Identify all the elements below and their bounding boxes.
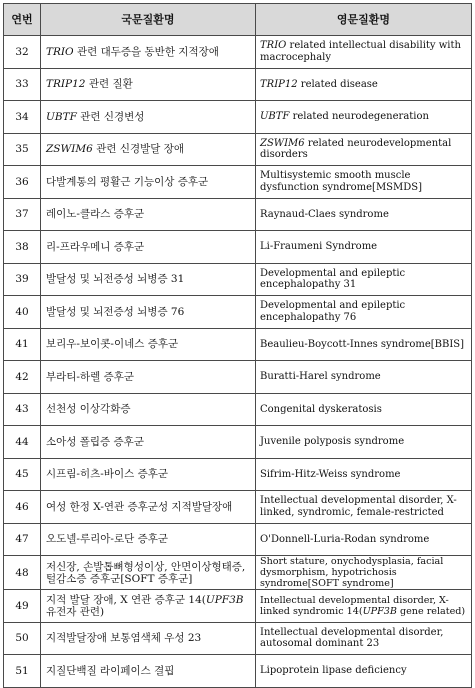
table-row	[4, 198, 472, 231]
text-segment: Multisystemic smooth muscle dysfunction syndrome[MSMDS]	[260, 170, 423, 193]
serial-number-cell: 51	[4, 655, 41, 688]
english-name-cell	[256, 655, 472, 688]
korean-name-cell	[41, 426, 256, 459]
korean-name-cell	[41, 101, 256, 134]
english-name-cell	[256, 198, 472, 231]
table-row	[4, 622, 472, 655]
document-table-container	[3, 3, 471, 688]
gene-name-italic: UBTF	[46, 110, 77, 123]
korean-name-cell	[41, 622, 256, 655]
text-segment: 부라티-하렐 증후군	[46, 370, 135, 383]
english-name-cell	[256, 101, 472, 134]
text-segment: gene related)	[396, 605, 466, 617]
text-segment: Juvenile polyposis syndrome	[260, 436, 405, 447]
text-segment: O'Donnell-Luria-Rodan syndrome	[260, 533, 430, 545]
serial-number-cell: 37	[4, 198, 41, 231]
table-row	[4, 556, 472, 590]
korean-name-cell	[41, 491, 256, 524]
serial-number-cell: 47	[4, 523, 41, 556]
korean-name-cell	[41, 393, 256, 426]
header-korean-disease-name: 국문질환명	[41, 4, 256, 36]
table-row	[4, 328, 472, 361]
serial-number-cell: 50	[4, 622, 41, 655]
serial-number-cell: 49	[4, 590, 41, 623]
gene-name-italic: TRIP12	[260, 78, 298, 90]
table-row	[4, 426, 472, 459]
serial-number-cell: 45	[4, 458, 41, 491]
gene-name-italic: TRIO	[46, 45, 74, 58]
text-segment: 리-프라우메니 증후군	[46, 240, 145, 253]
text-segment: Beaulieu-Boycott-Innes syndrome[BBIS]	[260, 338, 465, 350]
text-segment: 시프림-히츠-바이스 증후군	[46, 468, 169, 481]
english-name-cell	[256, 523, 472, 556]
serial-number-cell: 43	[4, 393, 41, 426]
table-body	[4, 36, 472, 688]
serial-number-cell: 38	[4, 231, 41, 264]
korean-name-cell	[41, 231, 256, 264]
korean-name-cell	[41, 655, 256, 688]
serial-number-cell: 39	[4, 263, 41, 296]
text-segment: Intellectual developmental disorder, X-linked, syndromic, female-restricted	[260, 495, 457, 518]
korean-name-cell	[41, 458, 256, 491]
table-row	[4, 231, 472, 264]
table-header-row	[4, 4, 472, 36]
gene-name-italic: UPF3B	[362, 605, 397, 617]
text-segment: 관련 신경발달 장애	[92, 143, 185, 156]
serial-number-cell: 41	[4, 328, 41, 361]
text-segment: Congenital dyskeratosis	[260, 403, 382, 415]
text-segment: 유전자 관련)	[46, 605, 105, 618]
english-name-cell	[256, 68, 472, 101]
table-row	[4, 590, 472, 623]
table-row	[4, 133, 472, 166]
text-segment: 레이노-클라스 증후군	[46, 208, 145, 221]
serial-number-cell: 36	[4, 166, 41, 199]
table-row	[4, 523, 472, 556]
korean-name-cell	[41, 198, 256, 231]
table-row	[4, 655, 472, 688]
korean-name-cell	[41, 523, 256, 556]
text-segment: 오도넬-루리아-로단 증후군	[46, 533, 169, 546]
table-row	[4, 296, 472, 329]
english-name-cell	[256, 556, 472, 590]
text-segment: Intellectual developmental disorder, autosomal dominant 23	[260, 626, 444, 650]
korean-name-cell	[41, 68, 256, 101]
english-name-cell	[256, 231, 472, 264]
table-row	[4, 36, 472, 69]
korean-name-cell	[41, 36, 256, 69]
text-segment: 관련 질환	[85, 78, 133, 91]
korean-name-cell	[41, 296, 256, 329]
disease-name-table	[3, 3, 472, 688]
header-serial-number: 연번	[4, 4, 41, 36]
table-row	[4, 491, 472, 524]
text-segment: Short stature, onychodysplasia, facial dysmorphism, hypotrichosis syndrome[SOFT syndrome]	[260, 556, 444, 589]
text-segment: Li-Fraumeni Syndrome	[260, 241, 378, 252]
korean-name-cell	[41, 166, 256, 199]
english-name-cell	[256, 133, 472, 166]
text-segment: related disease	[297, 78, 378, 90]
serial-number-cell: 33	[4, 68, 41, 101]
korean-name-cell	[41, 590, 256, 623]
english-name-cell	[256, 491, 472, 524]
gene-name-italic: UBTF	[260, 111, 290, 122]
text-segment: 소아성 폴립증 증후군	[46, 435, 144, 448]
table-row	[4, 101, 472, 134]
english-name-cell	[256, 393, 472, 426]
english-name-cell	[256, 36, 472, 69]
text-segment: 보리우-보이콧-이네스 증후군	[46, 338, 179, 351]
text-segment: 지적 발달 장애, X 연관 증후군 14(	[46, 593, 206, 606]
serial-number-cell: 40	[4, 296, 41, 329]
english-name-cell	[256, 328, 472, 361]
serial-number-cell: 42	[4, 361, 41, 394]
serial-number-cell: 46	[4, 491, 41, 524]
text-segment: Sifrim-Hitz-Weiss syndrome	[260, 468, 401, 480]
text-segment: Lipoprotein lipase deficiency	[260, 665, 407, 676]
text-segment: Developmental and epileptic encephalopathy 31	[260, 267, 406, 291]
serial-number-cell: 44	[4, 426, 41, 459]
text-segment: 관련 대두증을 동반한 지적장애	[73, 45, 219, 58]
serial-number-cell: 48	[4, 556, 41, 590]
table-row	[4, 166, 472, 199]
text-segment: Raynaud-Claes syndrome	[260, 208, 389, 220]
text-segment: 발달성 및 뇌전증성 뇌병증 76	[46, 305, 185, 318]
text-segment: 여성 한정 X-연관 증후군성 지적발달장애	[46, 500, 233, 513]
text-segment: related neurodegeneration	[289, 111, 429, 122]
korean-name-cell	[41, 556, 256, 590]
english-name-cell	[256, 458, 472, 491]
english-name-cell	[256, 296, 472, 329]
text-segment: 다발계통의 평활근 기능이상 증후군	[46, 175, 209, 188]
serial-number-cell: 32	[4, 36, 41, 69]
table-row	[4, 458, 472, 491]
text-segment: 발달성 및 뇌전증성 뇌병증 31	[46, 273, 185, 286]
korean-name-cell	[41, 328, 256, 361]
text-segment: related intellectual disability with macrocephaly	[260, 40, 461, 63]
table-row	[4, 68, 472, 101]
text-segment: 저신장, 손발톱뼈형성이상, 안면이상형태증, 털감소증 증후군[SOFT 증후군]	[46, 560, 246, 585]
gene-name-italic: TRIO	[260, 40, 287, 52]
text-segment: Intellectual developmental disorder, X-linked syndromic 14(	[260, 594, 449, 617]
english-name-cell	[256, 590, 472, 623]
korean-name-cell	[41, 263, 256, 296]
text-segment: 지적발달장애 보통염색체 우성 23	[46, 632, 202, 645]
english-name-cell	[256, 166, 472, 199]
text-segment: 지질단백질 라이페이스 결핍	[46, 664, 175, 677]
english-name-cell	[256, 622, 472, 655]
korean-name-cell	[41, 133, 256, 166]
english-name-cell	[256, 361, 472, 394]
serial-number-cell: 35	[4, 133, 41, 166]
gene-name-italic: ZSWIM6	[260, 137, 305, 149]
text-segment: Buratti-Harel syndrome	[260, 371, 381, 382]
gene-name-italic: ZSWIM6	[46, 143, 93, 156]
gene-name-italic: TRIP12	[46, 78, 86, 91]
english-name-cell	[256, 263, 472, 296]
table-row	[4, 393, 472, 426]
english-name-cell	[256, 426, 472, 459]
gene-name-italic: UPF3B	[205, 593, 244, 606]
text-segment: Developmental and epileptic encephalopathy 76	[260, 300, 406, 323]
text-segment: related neurodevelopmental disorders	[260, 137, 452, 161]
korean-name-cell	[41, 361, 256, 394]
table-row	[4, 263, 472, 296]
serial-number-cell: 34	[4, 101, 41, 134]
table-row	[4, 361, 472, 394]
header-english-disease-name: 영문질환명	[256, 4, 472, 36]
text-segment: 관련 신경변성	[76, 110, 145, 123]
text-segment: 선천성 이상각화증	[46, 403, 131, 416]
